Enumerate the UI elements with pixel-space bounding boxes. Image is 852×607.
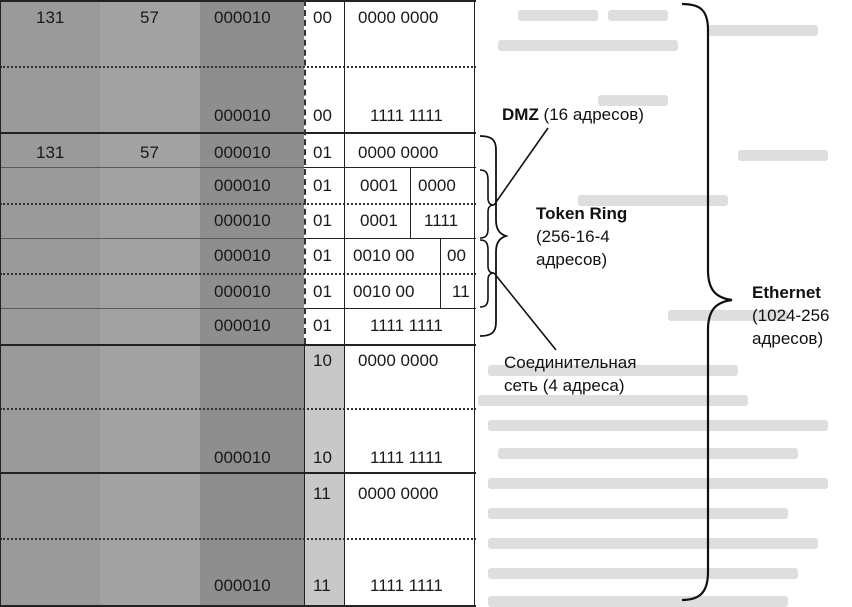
cell-host-bits-high: 0010 00 — [353, 282, 415, 301]
ethernet-label-bold: Ethernet — [752, 283, 821, 302]
cell-subnet-bits: 01 — [313, 143, 332, 162]
dmz-connector — [494, 128, 548, 205]
cell-octet-3-prefix: 000010 — [214, 316, 271, 335]
cell-octet-2: 57 — [140, 143, 159, 162]
token-ring-label-bold: Token Ring — [536, 204, 628, 223]
cell-subnet-bits: 11 — [313, 484, 331, 503]
cell-subnet-bits: 10 — [313, 351, 332, 370]
cell-host-bits-low: 11 — [452, 282, 470, 301]
cell-subnet-bits: 01 — [313, 316, 332, 335]
cell-host-bits-high: 0001 — [360, 176, 398, 195]
token-ring-label-line3: адресов) — [536, 250, 608, 269]
cell-octet-3-prefix: 000010 — [214, 448, 271, 467]
cell-host-bits-high: 0010 00 — [353, 246, 415, 265]
cell-subnet-bits: 01 — [313, 211, 332, 230]
cell-octet-3-prefix: 000010 — [214, 106, 271, 125]
dmz-label — [502, 104, 644, 126]
cell-host-bits: 0000 0000 — [358, 8, 439, 27]
dmz-bracket — [480, 170, 494, 238]
cell-host-bits: 0000 0000 — [358, 143, 439, 162]
cell-octet-3-prefix: 000010 — [214, 246, 271, 265]
cell-host-bits: 1111 1111 — [370, 316, 443, 335]
token-ring-label — [536, 203, 627, 225]
cell-subnet-bits: 01 — [313, 282, 332, 301]
ethernet-label-line3: адресов) — [752, 329, 824, 348]
dmz-label-bold: DMZ — [502, 105, 539, 124]
cell-host-bits: 0000 0000 — [358, 351, 439, 370]
cell-octet-1: 131 — [36, 143, 65, 162]
cell-octet-2: 57 — [140, 8, 159, 27]
link-network-label-line2: сеть (4 адреса) — [504, 376, 625, 395]
cell-octet-1: 131 — [36, 8, 65, 27]
cell-host-bits-low: 1111 — [424, 211, 459, 230]
cell-host-bits: 0000 0000 — [358, 484, 439, 503]
cell-subnet-bits: 01 — [313, 246, 332, 265]
cell-host-bits-low: 00 — [447, 246, 466, 265]
cell-octet-3-prefix: 000010 — [214, 282, 271, 301]
cell-octet-3-prefix: 000010 — [214, 576, 271, 595]
link-bracket — [480, 240, 494, 307]
cell-octet-3-prefix: 000010 — [214, 8, 271, 27]
cell-subnet-bits: 10 — [313, 448, 332, 467]
cell-octet-3-prefix: 000010 — [214, 143, 271, 162]
cell-host-bits-high: 0001 — [360, 211, 398, 230]
cell-subnet-bits: 11 — [313, 576, 331, 595]
ethernet-label — [752, 282, 821, 304]
token-ring-label-line2: (256-16-4 — [536, 227, 610, 246]
cell-octet-3-prefix: 000010 — [214, 176, 271, 195]
cell-host-bits-low: 0000 — [418, 176, 456, 195]
cell-octet-3-prefix: 000010 — [214, 211, 271, 230]
cell-host-bits: 1111 1111 — [370, 576, 443, 595]
cell-subnet-bits: 00 — [313, 8, 332, 27]
ethernet-label-line2: (1024-256 — [752, 306, 830, 325]
cell-subnet-bits: 01 — [313, 176, 332, 195]
link-connector — [494, 273, 556, 350]
dmz-label-rest: (16 адресов) — [538, 105, 644, 124]
link-network-label-line1: Соединительная — [504, 353, 637, 372]
ethernet-brace — [682, 4, 732, 600]
cell-host-bits: 1111 1111 — [370, 448, 443, 467]
cell-subnet-bits: 00 — [313, 106, 332, 125]
cell-host-bits: 1111 1111 — [370, 106, 443, 125]
